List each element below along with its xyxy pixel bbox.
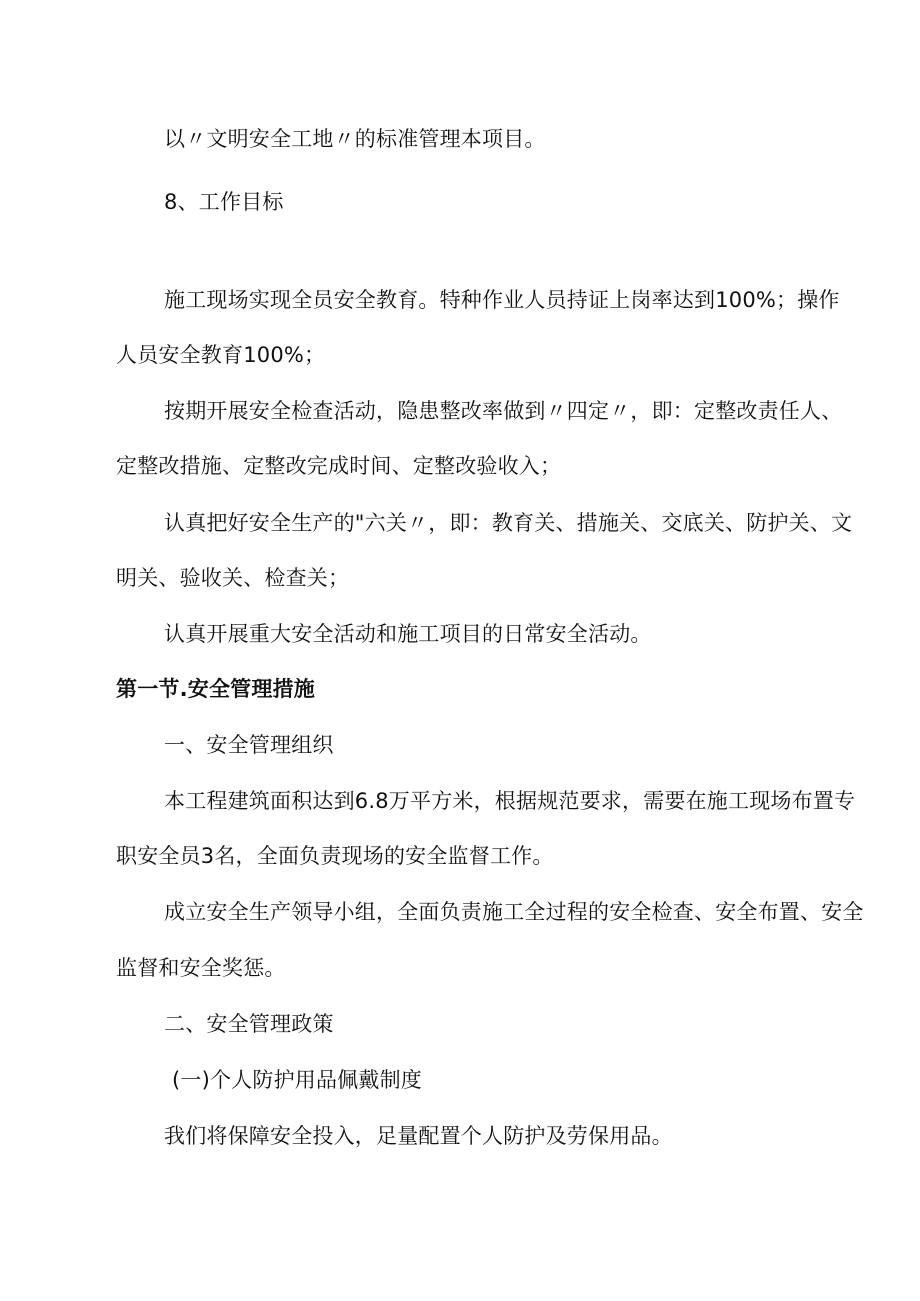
paragraph-line-education-2: 人员安全教育100%； bbox=[116, 343, 326, 367]
section-heading-work-goals: 8、工作目标 bbox=[164, 190, 284, 214]
paragraph-line-six-gates-1: 认真把好安全生产的"六关〃，即：教育关、措施关、交底关、防护关、文 bbox=[164, 511, 853, 535]
paragraph-line-activities: 认真开展重大安全活动和施工项目的日常安全活动。 bbox=[164, 622, 652, 646]
chapter-heading-safety-measures: 第一节.安全管理措施 bbox=[116, 677, 315, 701]
paragraph-line-inspection-1: 按期开展安全检查活动，隐患整改率做到〃四定〃，即：定整改责任人、 bbox=[164, 399, 843, 423]
paragraph-line-area-1: 本工程建筑面积达到6.8万平方米，根据规范要求，需要在施工现场布置专 bbox=[164, 789, 856, 813]
paragraph-line-education-1: 施工现场实现全员安全教育。特种作业人员持证上岗率达到100%；操作 bbox=[164, 288, 840, 312]
subheading-safety-policy: 二、安全管理政策 bbox=[164, 1012, 334, 1036]
paragraph-line-leadership-2: 监督和安全奖惩。 bbox=[116, 956, 286, 980]
paragraph-line-six-gates-2: 明关、验收关、检查关； bbox=[116, 566, 350, 590]
paragraph-line-inspection-2: 定整改措施、定整改完成时间、定整改验收入； bbox=[116, 454, 562, 478]
paragraph-line-ppe: 我们将保障安全投入，足量配置个人防护及劳保用品。 bbox=[164, 1124, 673, 1148]
subheading-ppe-rules: (一)个人防护用品佩戴制度 bbox=[172, 1068, 422, 1092]
subheading-safety-organization: 一、安全管理组织 bbox=[164, 733, 334, 757]
paragraph-line-standard: 以〃文明安全工地〃的标准管理本项目。 bbox=[164, 127, 546, 151]
paragraph-line-area-2: 职安全员3名，全面负责现场的安全监督工作。 bbox=[116, 844, 554, 868]
paragraph-line-leadership-1: 成立安全生产领导小组，全面负责施工全过程的安全检查、安全布置、安全 bbox=[164, 900, 864, 924]
